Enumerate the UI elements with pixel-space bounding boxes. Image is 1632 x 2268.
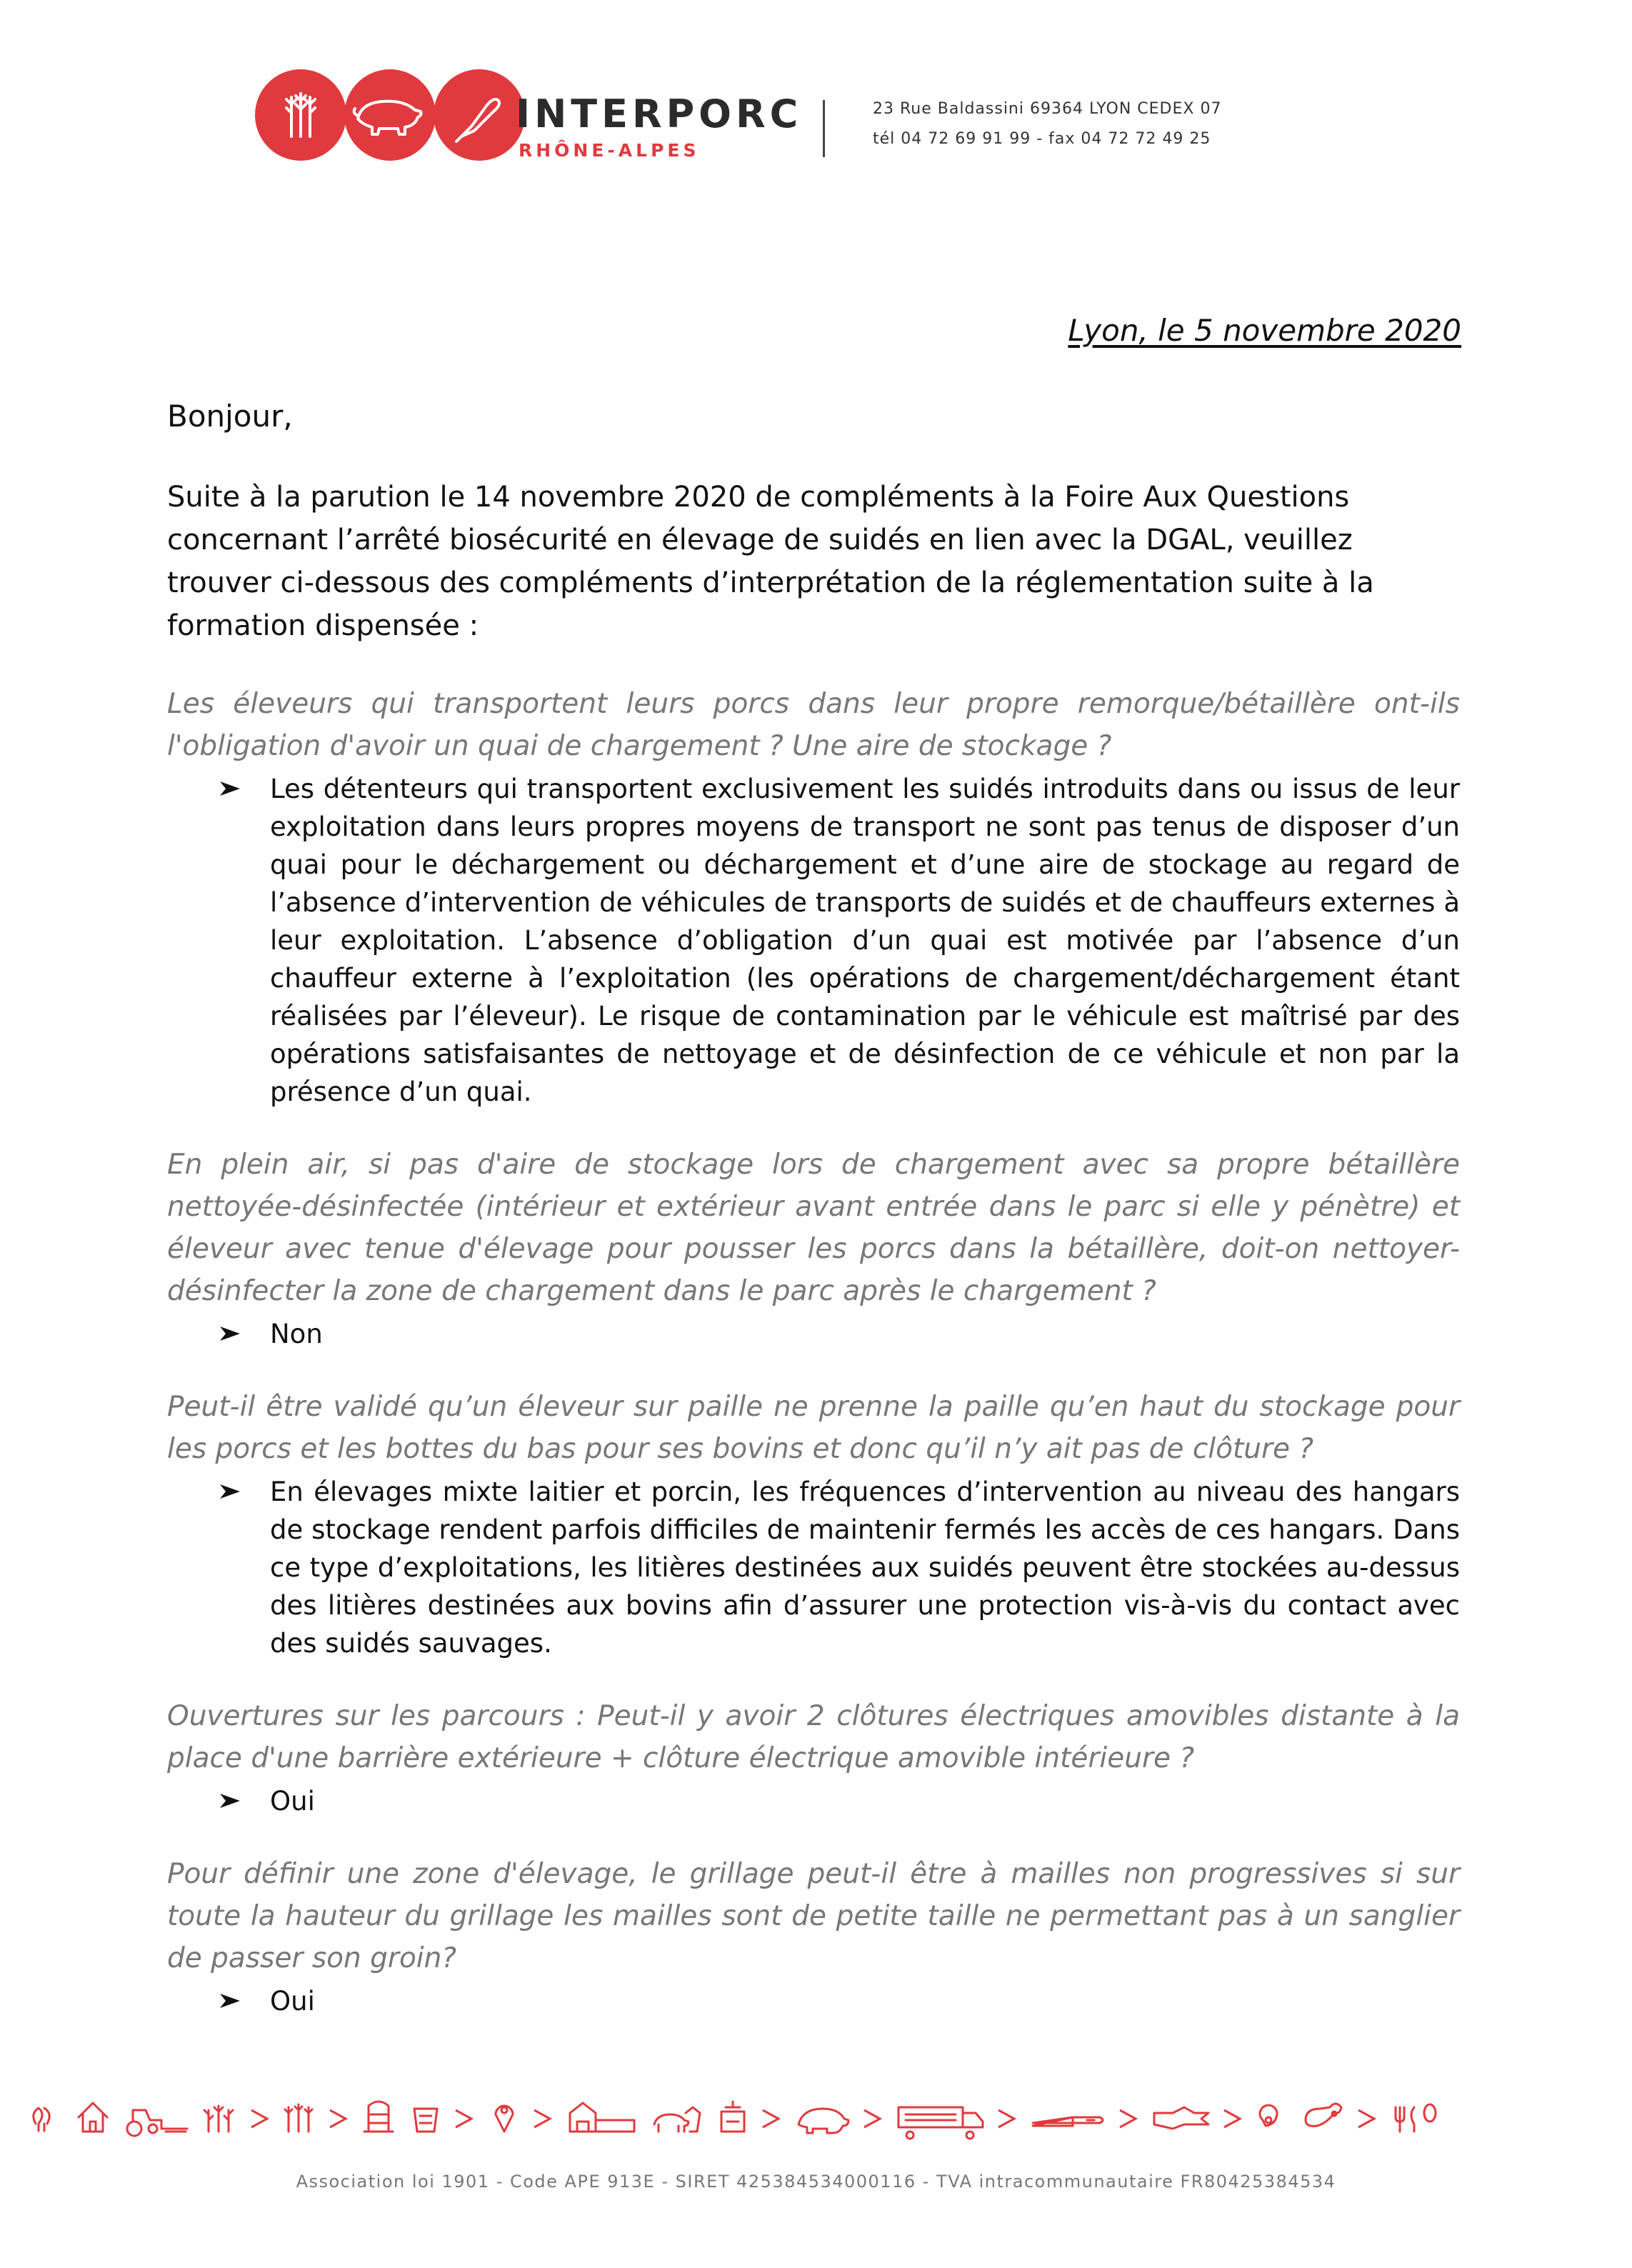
arrowhead-bullet-icon — [219, 780, 241, 797]
crops-icon — [204, 2106, 233, 2132]
faq-answer — [167, 1982, 1460, 2020]
faq-answer-text: Non — [270, 1319, 323, 1349]
faq-item — [167, 1853, 1460, 2020]
knife-icon — [1033, 2117, 1103, 2126]
sausage-icon — [1260, 2105, 1277, 2126]
wheat-icon — [285, 2104, 312, 2132]
arrowhead-bullet-icon — [219, 1483, 241, 1500]
cutlery-icon — [1396, 2104, 1436, 2132]
chevron-separator-icon — [763, 2110, 779, 2127]
company-phone-fax: tél 04 72 69 91 99 - fax 04 72 72 49 25 — [873, 130, 1211, 148]
faq-answer-text: Les détenteurs qui transportent exclusivement les suidés introduits dans ou issus de leur exploitation dans leurs propres moyens de transport ne sont pas tenus de disposer d’un quai pour le déchargement ou déchargement et d’une aire de stockage au regard de l’absence d’intervention de véhicules de transports de suidés et de chauffeurs externes à leur exploitation. L’absence d’obligation d’un quai est motivée par l’absence d’un chauffeur externe à l’exploitation (les opérations de chargement/déchargement étant réalisées par l’éleveur). Le risque de contamination par le véhicule est maîtrisé par des opérations satisfaisantes de nettoyage et de désinfection de ce véhicule et non par la présence d’un quai. — [270, 774, 1460, 1107]
intro-paragraph: Suite à la parution le 14 novembre 2020 de compléments à la Foire Aux Questions concernant l’arrêté biosécurité en élevage de suidés en lien avec la DGAL, veuillez trouver ci-dessous des compléments d’interprétation de la réglementation suite à la formation dispensée : — [167, 481, 1374, 642]
arrowhead-bullet-icon — [219, 1325, 241, 1342]
faq-answer — [167, 1473, 1460, 1662]
faq-question: Peut-il être validé qu’un éleveur sur paille ne prenne la paille qu’en haut du stockage pour les porcs et les bottes du bas pour ses bovins et donc qu’il n’y ait pas de clôture ? — [167, 1391, 1460, 1465]
chevron-separator-icon — [998, 2110, 1014, 2127]
piglets-icon — [654, 2107, 700, 2132]
brand-region: RHÔNE-ALPES — [519, 140, 700, 161]
house-icon — [79, 2103, 107, 2132]
chevron-separator-icon — [534, 2110, 550, 2127]
faq-question: Les éleveurs qui transportent leurs porcs dans leur propre remorque/bétaillère ont-ils l'obligation d'avoir un quai de chargement ? Une aire de stockage ? — [167, 688, 1460, 762]
barn-icon — [570, 2103, 634, 2132]
faq-question: Pour définir une zone d'élevage, le grillage peut-il être à mailles non progressives si sur toute la hauteur du grillage les mailles sont de petite taille ne permettant pas à un sanglier de passer son groin? — [167, 1858, 1460, 1974]
faq-answer — [167, 1315, 1460, 1353]
faq-item — [167, 1386, 1460, 1662]
chevron-separator-icon — [330, 2110, 346, 2127]
faq-item — [167, 1144, 1460, 1353]
faq-item — [167, 1695, 1460, 1820]
chevron-separator-icon — [251, 2110, 267, 2127]
footer-icon-strip — [29, 2092, 1603, 2142]
legal-notice: Association loi 1901 - Code APE 913E - SIRET 425384534000116 - TVA intracommunautaire FR80425384534 — [296, 2172, 1336, 2192]
faq-list — [167, 683, 1460, 2053]
company-address: 23 Rue Baldassini 69364 LYON CEDEX 07 — [873, 100, 1222, 118]
meat-cut-icon — [1154, 2107, 1208, 2129]
wheat-icon — [286, 94, 315, 136]
chevron-separator-icon — [864, 2110, 880, 2127]
silo-icon — [364, 2102, 393, 2132]
faq-item — [167, 683, 1460, 1111]
faq-answer-text: Oui — [270, 1986, 315, 2017]
faq-answer — [167, 770, 1460, 1111]
chevron-separator-icon — [456, 2110, 471, 2127]
letter-date: Lyon, le 5 novembre 2020 — [1068, 313, 1461, 348]
ham-icon — [1306, 2104, 1341, 2126]
arrowhead-bullet-icon — [219, 1792, 241, 1809]
faq-answer-text: En élevages mixte laitier et porcin, les fréquences d’intervention au niveau des hangars de stockage rendent parfois difficiles de maintenir fermés les accès de ces hangars. Dans ce type d’exploitations, les litières destinées aux suidés peuvent être stockées au-dessus des litières destinées aux bovins afin d’assurer une protection vis-à-vis du contact avec des suidés sauvages. — [270, 1477, 1460, 1659]
greeting: Bonjour, — [167, 399, 293, 434]
chevron-separator-icon — [1358, 2110, 1374, 2127]
truck-icon — [898, 2107, 983, 2139]
interporc-logo — [254, 69, 526, 161]
feed-bag-icon — [414, 2109, 437, 2132]
chevron-separator-icon — [1224, 2110, 1240, 2127]
chevron-separator-icon — [1120, 2110, 1136, 2127]
tractor-icon — [127, 2110, 187, 2136]
header-divider — [823, 100, 825, 157]
scale-icon — [721, 2102, 744, 2132]
faq-answer — [167, 1782, 1460, 1820]
flower-icon — [34, 2108, 49, 2131]
faq-question: Ouvertures sur les parcours : Peut-il y avoir 2 clôtures électriques amovibles distante à la place d'une barrière extérieure + clôture électrique amovible intérieure ? — [167, 1700, 1460, 1774]
pig-icon — [799, 2109, 848, 2133]
faq-question: En plein air, si pas d'aire de stockage lors de chargement avec sa propre bétaillère nettoyée-désinfectée (intérieur et extérieur avant entrée dans le parc si elle y pénètre) et éleveur avec tenue d'élevage pour pousser les porcs dans la bétaillère, doit-on nettoyer-désinfecter la zone de chargement dans le parc après le chargement ? — [167, 1149, 1460, 1307]
faq-answer-text: Oui — [270, 1786, 315, 1817]
location-pin-icon — [496, 2106, 513, 2132]
arrowhead-bullet-icon — [219, 1992, 241, 2009]
brand-name: INTERPORC — [516, 91, 803, 136]
